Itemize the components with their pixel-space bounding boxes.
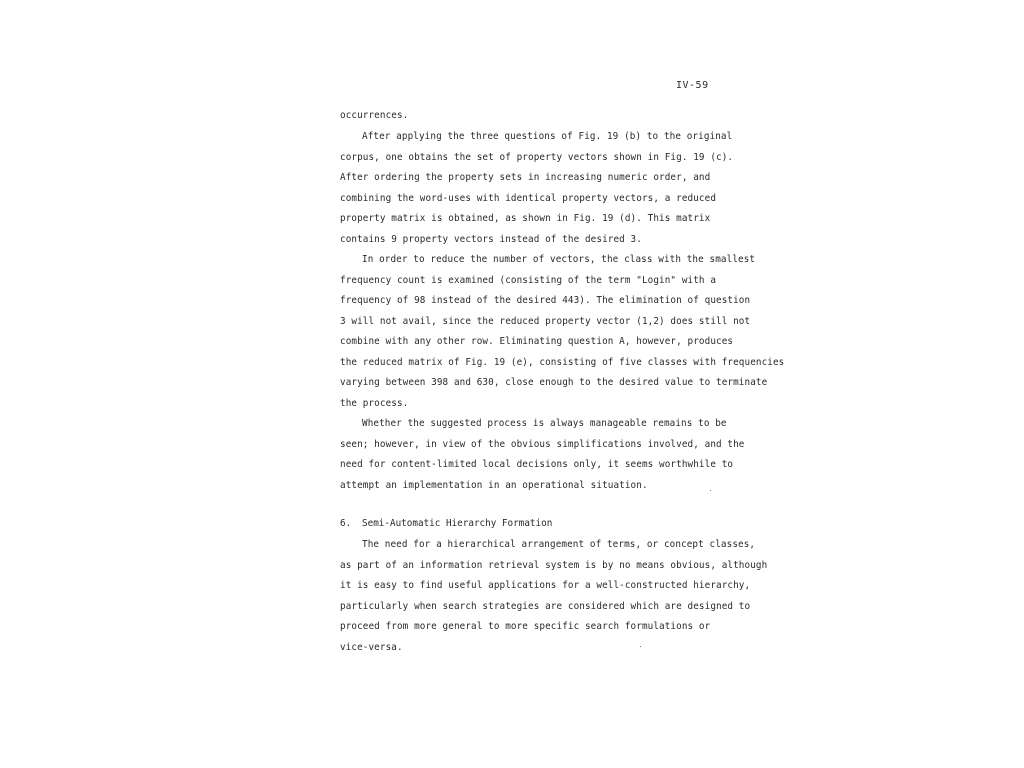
text-line: proceed from more general to more specific search formulations or (340, 621, 711, 632)
text-line: contains 9 property vectors instead of the desired 3. (340, 234, 642, 245)
text-line: combine with any other row. Eliminating question A, however, produces (340, 336, 734, 347)
text-line: property matrix is obtained, as shown in Fig. 19 (d). This matrix (340, 213, 711, 224)
text-line: After applying the three questions of Fig. 19 (b) to the original (362, 131, 733, 142)
text-line: frequency count is examined (consisting of the term "Login" with a (340, 275, 717, 286)
text-line: occurrences. (340, 110, 409, 121)
text-line: the reduced matrix of Fig. 19 (e), consisting of five classes with frequencies (340, 357, 785, 368)
text-line: it is easy to find useful applications for a well-constructed hierarchy, (340, 580, 751, 591)
text-line: In order to reduce the number of vectors, the class with the smallest (362, 254, 756, 265)
section-title: Semi-Automatic Hierarchy Formation (362, 518, 553, 529)
text-line: the process. (340, 398, 409, 409)
text-line: combining the word-uses with identical property vectors, a reduced (340, 193, 717, 204)
text-line: particularly when search strategies are considered which are designed to (340, 601, 751, 612)
scan-speck (710, 490, 711, 491)
text-line: After ordering the property sets in increasing numeric order, and (340, 172, 711, 183)
text-line: Whether the suggested process is always manageable remains to be (362, 418, 727, 429)
text-line: corpus, one obtains the set of property vectors shown in Fig. 19 (c). (340, 152, 734, 163)
text-line: need for content-limited local decisions only, it seems worthwhile to (340, 459, 734, 470)
text-line: as part of an information retrieval system is by no means obvious, although (340, 560, 768, 571)
text-line: frequency of 98 instead of the desired 443). The elimination of question (340, 295, 751, 306)
scan-speck (640, 646, 641, 647)
text-line: seen; however, in view of the obvious simplifications involved, and the (340, 439, 745, 450)
section-number: 6. (340, 518, 352, 529)
text-line: The need for a hierarchical arrangement of terms, or concept classes, (362, 539, 756, 550)
page-number: IV-59 (676, 80, 709, 91)
text-line: vice-versa. (340, 642, 403, 653)
text-line: attempt an implementation in an operational situation. (340, 480, 648, 491)
text-line: varying between 398 and 630, close enough to the desired value to terminate (340, 377, 768, 388)
text-line: 3 will not avail, since the reduced property vector (1,2) does still not (340, 316, 751, 327)
